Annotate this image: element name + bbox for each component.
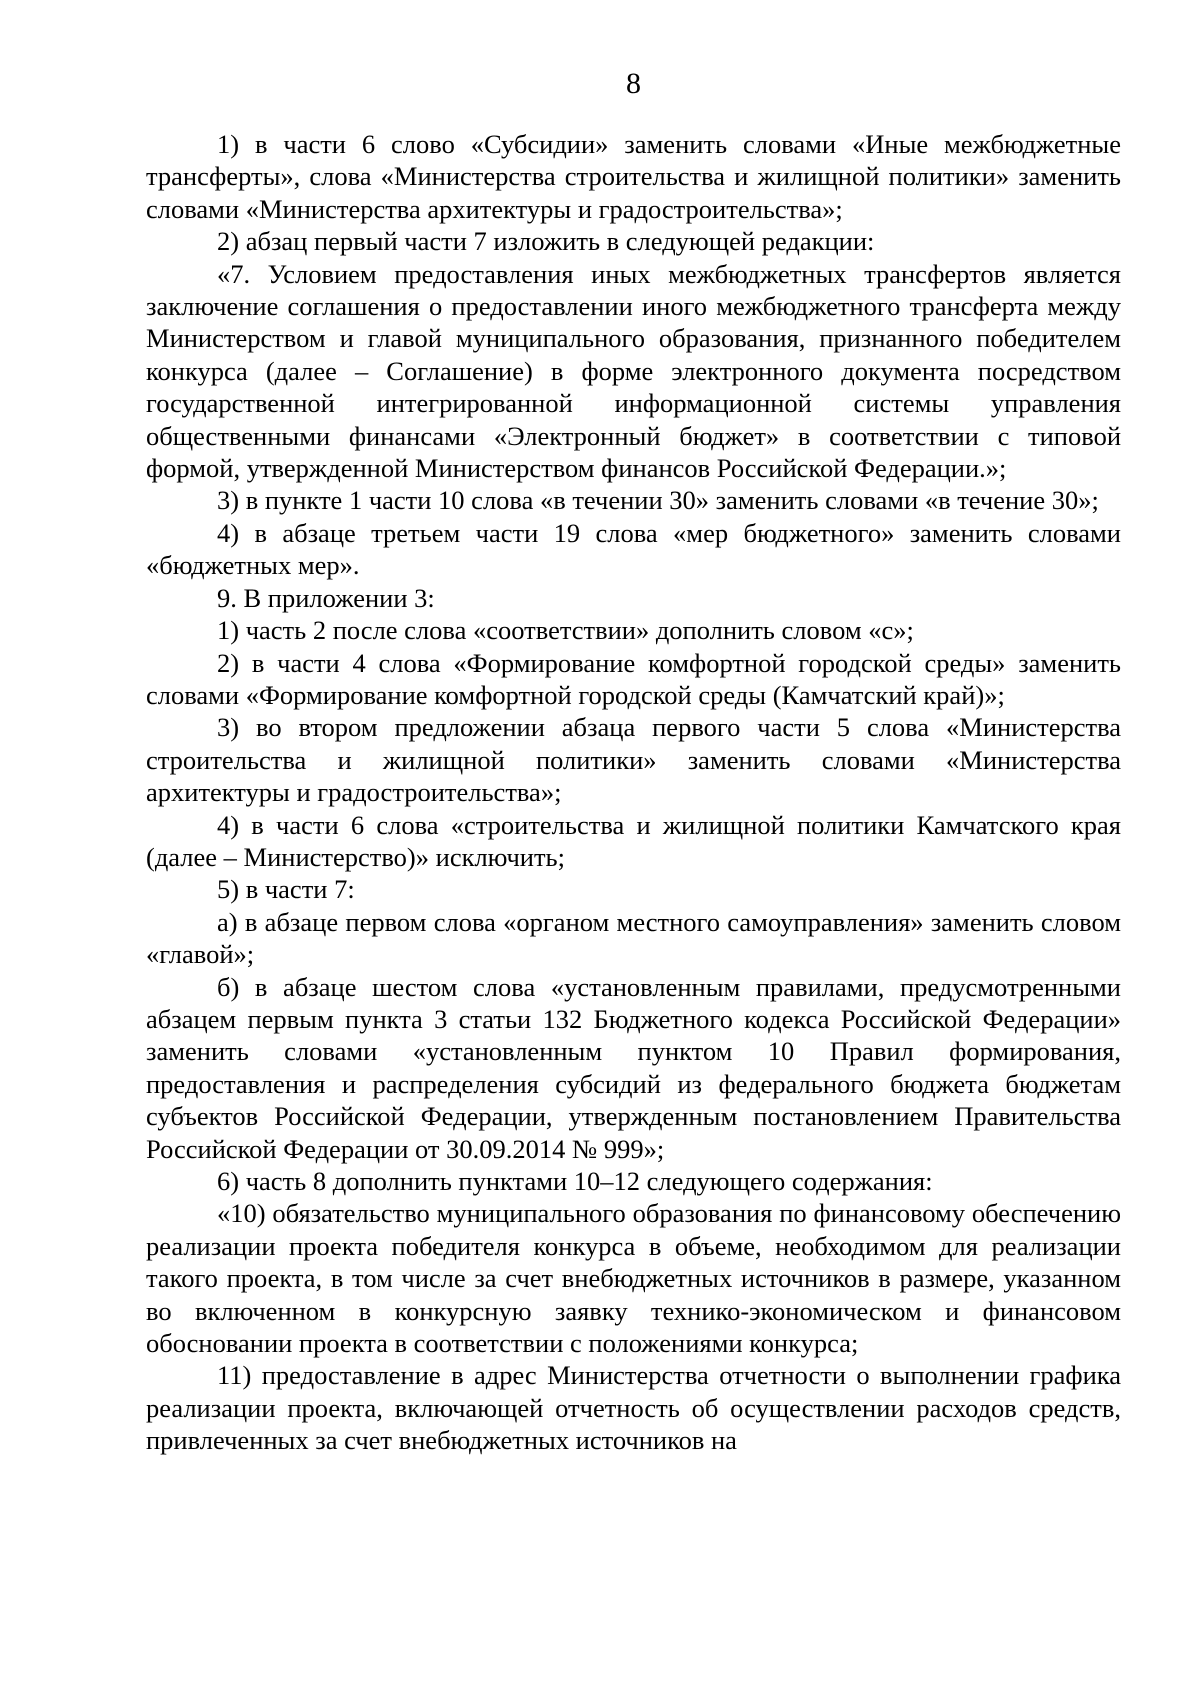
paragraph: 2) абзац первый части 7 изложить в следующей редакции:: [217, 226, 875, 257]
paragraph: б) в абзаце шестом слова «установленным правилами, предусмотренными абзацем первым пункта 3 статьи 132 Бюджетного кодекса Российской Федерации» заменить словами «установленным пунктом 10 Правил формирования, предоставления и распределения субсидий из федерального бюджета бюджетам субъектов Российской Федерации, утвержденным постановлением Правительства Российской Федерации от 30.09.2014 № 999»;: [146, 971, 1121, 1164]
paragraph: «10) обязательство муниципального образования по финансовому обеспечению реализации проекта победителя конкурса в объеме, необходимом для реализации такого проекта, в том числе за счет внебюджетных источников в размере, указанном во включенном в конкурсную заявку технико-экономическом и финансовом обосновании проекта в соответствии с положениями конкурса;: [146, 1198, 1121, 1359]
paragraph: «7. Условием предоставления иных межбюджетных трансфертов является заключение соглашения о предоставлении иного межбюджетного трансферта между Министерством и главой муниципального образования, признанного победителем конкурса (далее – Соглашение) в форме электронного документа посредством государственной интегрированной информационной системы управления общественными финансами «Электронный бюджет» в соответствии с типовой формой, утвержденной Министерством финансов Российской Федерации.»;: [146, 258, 1121, 484]
paragraph: 5) в части 7:: [217, 874, 355, 905]
paragraph: 3) во втором предложении абзаца первого части 5 слова «Министерства строительства и жилищной политики» заменить словами «Министерства архитектуры и градостроительства»;: [146, 712, 1121, 808]
paragraph: 6) часть 8 дополнить пунктами 10–12 следующего содержания:: [217, 1166, 933, 1196]
paragraph: 4) в части 6 слова «строительства и жилищной политики Камчатского края (далее – Министерство)» исключить;: [146, 809, 1121, 872]
paragraph: 4) в абзаце третьем части 19 слова «мер бюджетного» заменить словами «бюджетных мер».: [146, 517, 1121, 581]
page-number: 8: [626, 67, 641, 100]
document-body: [146, 128, 1121, 1457]
document-page: [146, 0, 1121, 1697]
paragraph: 1) в части 6 слово «Субсидии» заменить словами «Иные межбюджетные трансферты», слова «Министерства строительства и жилищной политики» заменить словами «Министерства архитектуры и градостроительства»;: [146, 129, 1121, 224]
paragraph: 11) предоставление в адрес Министерства отчетности о выполнении графика реализации проекта, включающей отчетность об осуществлении расходов средств, привлеченных за счет внебюджетных источников на: [146, 1360, 1121, 1456]
paragraph: 1) часть 2 после слова «соответствии» дополнить словом «с»;: [217, 615, 914, 646]
paragraph: 3) в пункте 1 части 10 слова «в течении 30» заменить словами «в течение 30»;: [217, 485, 1099, 516]
paragraph: 9. В приложении 3:: [217, 582, 435, 613]
paragraph: 2) в части 4 слова «Формирование комфортной городской среды» заменить словами «Формирование комфортной городской среды (Камчатский край)»;: [146, 647, 1121, 710]
paragraph: а) в абзаце первом слова «органом местного самоуправления» заменить словом «главой»;: [146, 906, 1121, 970]
